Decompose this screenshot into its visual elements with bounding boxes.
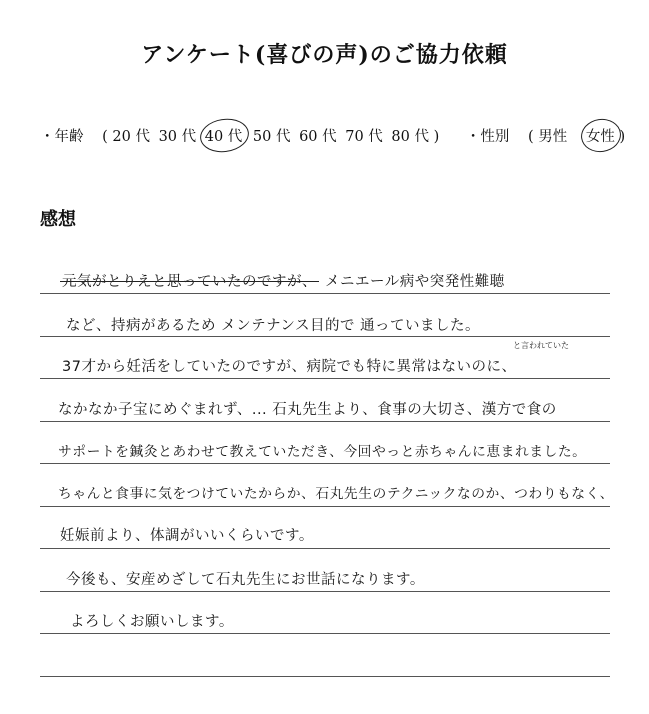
ruled-line (40, 506, 610, 507)
age-option-80[interactable]: 80 代 (391, 129, 429, 145)
gender-close-paren: ) (619, 129, 626, 145)
handwriting-line-8: 今後も、安産めざして石丸先生にお世話になります。 (66, 572, 425, 588)
age-open-paren: ( (102, 129, 108, 145)
age-option-70[interactable]: 70 代 (345, 129, 383, 145)
ruled-line (40, 463, 610, 464)
page-title: アンケート(喜びの声)のご協力依頼 (141, 42, 508, 68)
ruled-line (40, 633, 610, 634)
ruled-line (40, 378, 610, 379)
gender-open-paren: ( (527, 129, 534, 145)
age-close-paren: ) (433, 129, 440, 145)
handwriting-line-7: 妊娠前より、体調がいいくらいです。 (60, 528, 314, 544)
age-option-30[interactable]: 30 代 (158, 129, 197, 145)
handwriting-line-3: 37才から妊活をしていたのですが、病院でも特に異常はないのに、 (62, 359, 517, 375)
struck-text: 元気がとりえと思っていたのですが、 (62, 274, 317, 290)
ruled-line (40, 421, 610, 422)
ruled-line (40, 336, 610, 337)
handwriting-line-6: ちゃんと食事に気をつけていたからか、石丸先生のテクニックなのか、つわりもなく、 (58, 486, 614, 502)
handwriting-text: メニエール病や突発性難聴 (325, 274, 505, 290)
age-option-60[interactable]: 60 代 (299, 129, 337, 145)
ruled-line (40, 293, 610, 294)
age-label: ・年齢 (40, 129, 84, 145)
age-option-20[interactable]: 20 代 (112, 129, 150, 145)
handwriting-line-5: サポートを鍼灸とあわせて教えていただき、今回やっと赤ちゃんに恵まれました。 (58, 444, 587, 460)
ruled-line (40, 591, 610, 592)
handwriting-line-1 (62, 270, 505, 291)
age-option-50[interactable]: 50 代 (252, 129, 291, 145)
handwriting-line-2: など、持病があるため メンテナンス目的で 通っていました。 (66, 318, 481, 334)
ruled-line (40, 676, 610, 677)
handwriting-line-4: なかなか子宝にめぐまれず、... 石丸先生より、食事の大切さ、漢方で食の (58, 402, 557, 418)
handwriting-line-9: よろしくお願いします。 (70, 614, 234, 630)
age-option-40-selected[interactable]: 40 代 (205, 125, 243, 146)
gender-label: ・性別 (465, 129, 510, 145)
gender-option-female-selected[interactable]: 女性 (586, 125, 615, 146)
gender-option-male[interactable]: 男性 (538, 129, 568, 145)
ruled-line (40, 548, 610, 549)
inserted-annotation: と言われていた (513, 341, 569, 350)
impressions-heading: 感想 (40, 209, 76, 230)
respondent-info (40, 125, 640, 146)
